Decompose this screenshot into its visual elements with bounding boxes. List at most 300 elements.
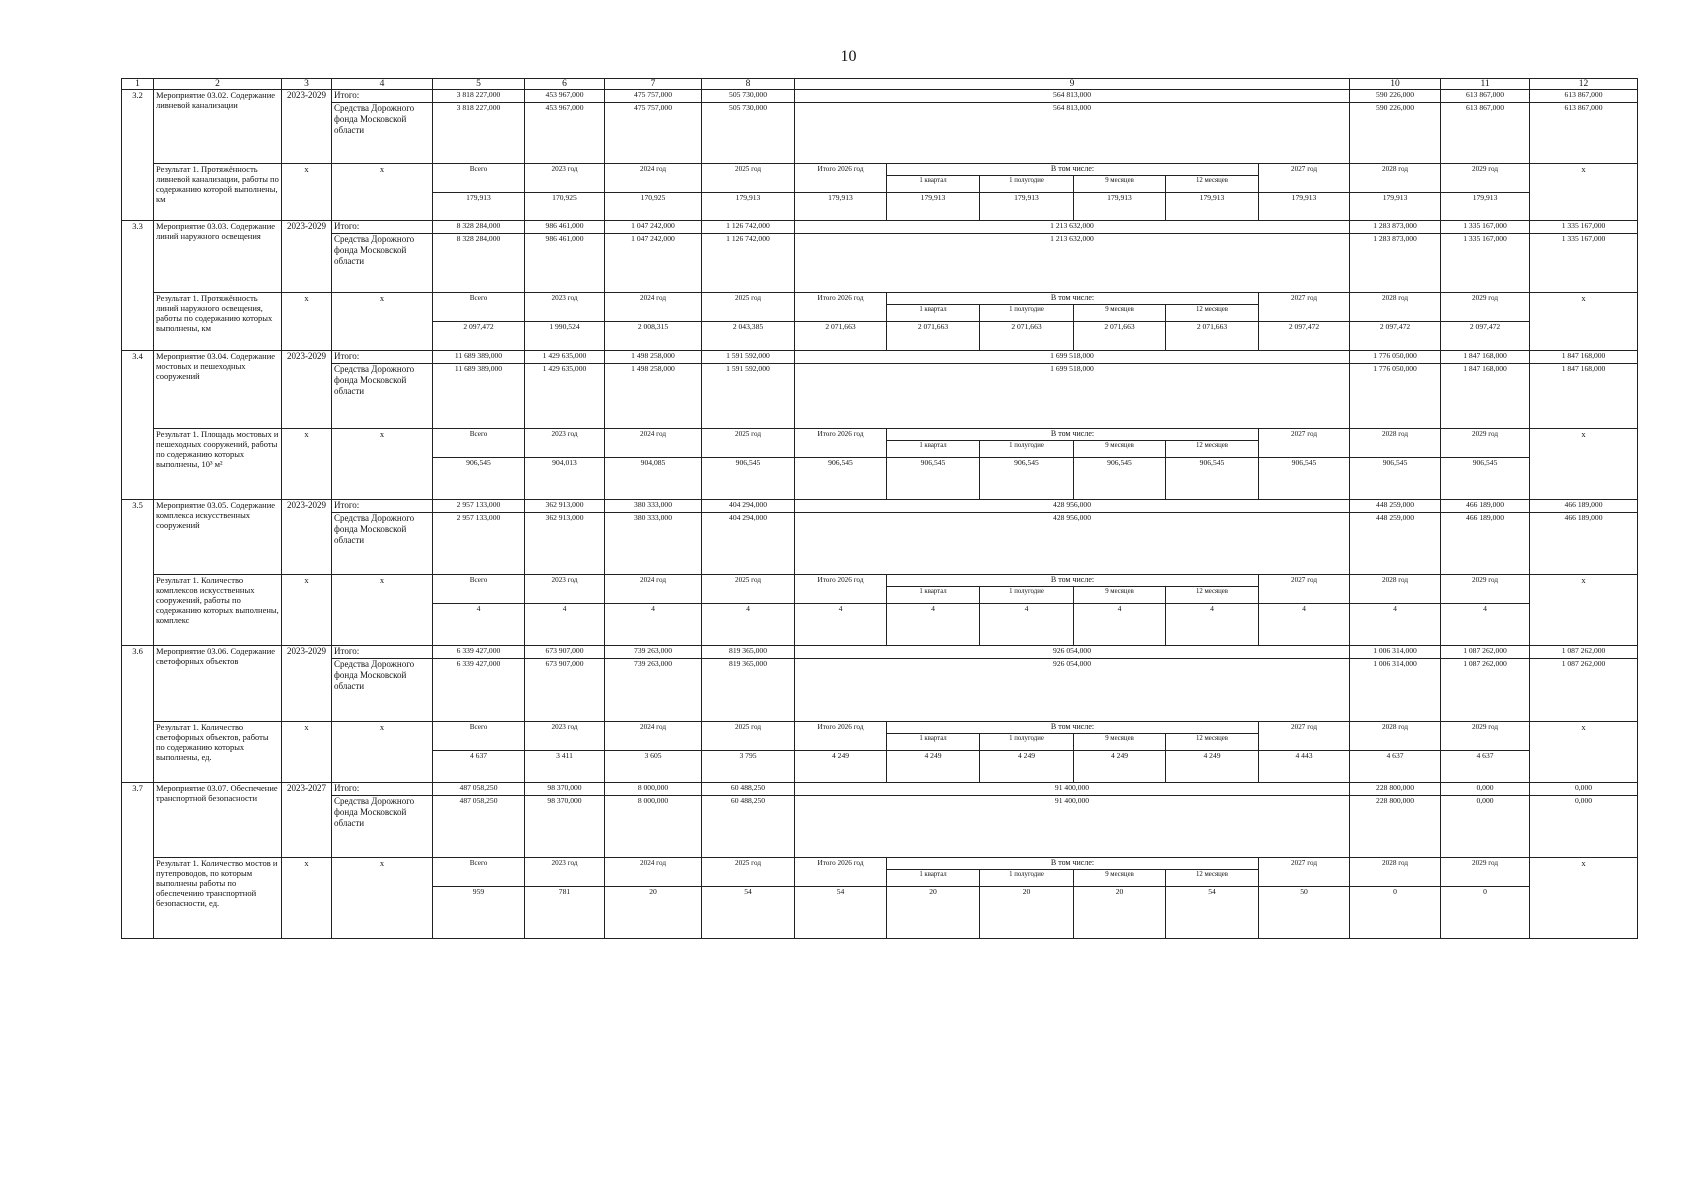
result-quarter-head: 12 месяцев [1166,734,1259,751]
result-value: 2 097,472 [1350,322,1441,351]
fund-amount: 1 847 168,000 [1530,364,1638,429]
activity-period: 2023-2029 [282,500,332,575]
fund-amount: 1 591 592,000 [702,364,795,429]
activity-title: Мероприятие 03.03. Содержание линий наружного освещения [154,221,282,293]
total-amount-2026: 926 054,000 [795,646,1350,659]
result-column-head: Всего [433,858,525,887]
finance-fund-row [122,103,1638,164]
activity-period: 2023-2029 [282,90,332,164]
result-org-x: x [1530,858,1638,939]
total-amount: 613 867,000 [1530,90,1638,103]
result-x-mark: x [332,575,433,646]
fund-amount: 0,000 [1441,796,1530,858]
result-column-head: Итого 2026 год [795,293,887,322]
total-label: Итого: [332,783,433,796]
result-quarter-head: 1 полугодие [980,734,1074,751]
column-number: 11 [1441,79,1530,90]
total-amount: 505 730,000 [702,90,795,103]
result-value: 904,085 [605,458,702,500]
result-value: 906,545 [702,458,795,500]
fund-amount: 739 263,000 [605,659,702,722]
total-amount: 1 087 262,000 [1441,646,1530,659]
fund-amount: 8 000,000 [605,796,702,858]
fund-amount: 1 087 262,000 [1530,659,1638,722]
total-amount: 2 957 133,000 [433,500,525,513]
result-column-head: 2028 год [1350,293,1441,322]
result-value: 4 [1074,604,1166,646]
total-label: Итого: [332,90,433,103]
column-number: 10 [1350,79,1441,90]
result-quarter-head: 1 квартал [887,305,980,322]
result-value: 0 [1441,887,1530,939]
total-amount: 60 488,250 [702,783,795,796]
result-x-mark: x [282,722,332,783]
result-column-head: 2023 год [525,429,605,458]
result-value: 2 071,663 [795,322,887,351]
result-value: 20 [1074,887,1166,939]
result-value: 179,913 [433,193,525,221]
result-quarter-head: 9 месяцев [1074,870,1166,887]
result-x-mark: x [282,293,332,351]
result-value: 179,913 [795,193,887,221]
total-amount: 6 339 427,000 [433,646,525,659]
result-column-head: 2028 год [1350,575,1441,604]
total-label: Итого: [332,646,433,659]
total-amount: 739 263,000 [605,646,702,659]
activity-title: Мероприятие 03.07. Обеспечение транспортной безопасности [154,783,282,858]
result-value: 4 [1166,604,1259,646]
result-column-head: 2025 год [702,722,795,751]
total-amount: 1 283 873,000 [1350,221,1441,234]
total-amount: 228 800,000 [1350,783,1441,796]
result-value: 3 605 [605,751,702,783]
result-value: 4 249 [1074,751,1166,783]
result-column-head: 2023 год [525,575,605,604]
result-value: 4 [433,604,525,646]
column-number: 9 [795,79,1350,90]
total-amount: 448 259,000 [1350,500,1441,513]
total-label: Итого: [332,500,433,513]
result-quarter-head: 1 квартал [887,870,980,887]
fund-amount: 1 429 635,000 [525,364,605,429]
result-header-row [122,858,1638,870]
result-value: 906,545 [1441,458,1530,500]
result-value: 54 [1166,887,1259,939]
column-number: 2 [154,79,282,90]
total-amount: 986 461,000 [525,221,605,234]
fund-amount-2026: 926 054,000 [795,659,1350,722]
total-label: Итого: [332,351,433,364]
result-quarter-head: 12 месяцев [1166,587,1259,604]
result-value: 170,925 [525,193,605,221]
activity-period: 2023-2029 [282,221,332,293]
total-amount-2026: 1 699 518,000 [795,351,1350,364]
column-number: 1 [122,79,154,90]
result-column-head: 2027 год [1259,858,1350,887]
total-amount: 1 776 050,000 [1350,351,1441,364]
result-x-mark: x [282,575,332,646]
fund-label: Средства Дорожного фонда Московской области [332,234,433,293]
result-quarter-head: 9 месяцев [1074,587,1166,604]
finance-fund-row [122,364,1638,429]
total-amount: 1 087 262,000 [1530,646,1638,659]
result-value: 179,913 [1350,193,1441,221]
result-column-head: 2025 год [702,293,795,322]
result-column-head: 2024 год [605,429,702,458]
fund-amount-2026: 428 956,000 [795,513,1350,575]
result-quarter-head: 1 квартал [887,734,980,751]
result-value: 3 795 [702,751,795,783]
finance-total-row [122,646,1638,659]
result-org-x: x [1530,575,1638,646]
result-label: Результат 1. Количество комплексов искусственных сооружений, работы по содержанию которых выполнены, комплекс [154,575,282,646]
result-column-head: 2028 год [1350,164,1441,193]
total-amount: 0,000 [1441,783,1530,796]
fund-amount: 98 370,000 [525,796,605,858]
result-value: 906,545 [1259,458,1350,500]
result-column-head: Итого 2026 год [795,575,887,604]
column-number: 8 [702,79,795,90]
total-amount: 8 328 284,000 [433,221,525,234]
finance-total-row [122,351,1638,364]
result-subtotal-head: В том числе: [887,293,1259,305]
total-amount: 819 365,000 [702,646,795,659]
result-column-head: 2024 год [605,293,702,322]
result-value: 2 043,385 [702,322,795,351]
result-value: 179,913 [1074,193,1166,221]
fund-label: Средства Дорожного фонда Московской области [332,796,433,858]
total-amount: 1 126 742,000 [702,221,795,234]
result-value: 179,913 [702,193,795,221]
result-subtotal-head: В том числе: [887,429,1259,441]
fund-amount: 590 226,000 [1350,103,1441,164]
fund-amount: 2 957 133,000 [433,513,525,575]
total-amount: 0,000 [1530,783,1638,796]
result-value: 0 [1350,887,1441,939]
result-quarter-head: 9 месяцев [1074,305,1166,322]
program-table [121,78,1638,939]
result-value: 4 [1441,604,1530,646]
result-column-head: 2029 год [1441,293,1530,322]
finance-total-row [122,783,1638,796]
result-quarter-head: 9 месяцев [1074,734,1166,751]
result-column-head: 2024 год [605,722,702,751]
result-column-head: 2025 год [702,164,795,193]
result-org-x: x [1530,722,1638,783]
result-value: 179,913 [1259,193,1350,221]
result-quarter-head: 9 месяцев [1074,441,1166,458]
result-header-row [122,164,1638,176]
total-amount: 8 000,000 [605,783,702,796]
finance-total-row [122,90,1638,103]
fund-label: Средства Дорожного фонда Московской области [332,103,433,164]
result-subtotal-head: В том числе: [887,858,1259,870]
fund-amount: 466 189,000 [1530,513,1638,575]
fund-amount: 986 461,000 [525,234,605,293]
result-value: 4 637 [1441,751,1530,783]
item-number: 3.6 [122,646,154,783]
result-column-head: 2028 год [1350,429,1441,458]
fund-label: Средства Дорожного фонда Московской области [332,513,433,575]
total-amount: 404 294,000 [702,500,795,513]
total-amount: 1 847 168,000 [1441,351,1530,364]
activity-period: 2023-2029 [282,646,332,722]
column-number-row [122,79,1638,90]
activity-title: Мероприятие 03.04. Содержание мостовых и пешеходных сооружений [154,351,282,429]
total-amount: 453 967,000 [525,90,605,103]
fund-amount: 1 283 873,000 [1350,234,1441,293]
result-value: 4 [702,604,795,646]
finance-total-row [122,221,1638,234]
fund-amount-2026: 91 400,000 [795,796,1350,858]
fund-amount: 1 847 168,000 [1441,364,1530,429]
result-value: 4 249 [887,751,980,783]
total-amount-2026: 564 813,000 [795,90,1350,103]
total-amount-2026: 428 956,000 [795,500,1350,513]
result-value: 170,925 [605,193,702,221]
result-value: 2 071,663 [1074,322,1166,351]
fund-amount: 404 294,000 [702,513,795,575]
total-amount: 673 907,000 [525,646,605,659]
column-number: 3 [282,79,332,90]
result-column-head: 2023 год [525,722,605,751]
result-x-mark: x [332,858,433,939]
fund-amount: 3 818 227,000 [433,103,525,164]
result-quarter-head: 1 полугодие [980,587,1074,604]
result-column-head: 2029 год [1441,429,1530,458]
result-column-head: 2027 год [1259,164,1350,193]
result-value: 1 990,524 [525,322,605,351]
result-column-head: Всего [433,429,525,458]
activity-title: Мероприятие 03.02. Содержание ливневой канализации [154,90,282,164]
fund-amount: 1 335 167,000 [1441,234,1530,293]
result-x-mark: x [282,429,332,500]
result-subtotal-head: В том числе: [887,722,1259,734]
fund-amount: 1 335 167,000 [1530,234,1638,293]
fund-label: Средства Дорожного фонда Московской области [332,659,433,722]
result-header-row [122,722,1638,734]
result-column-head: 2029 год [1441,858,1530,887]
total-amount: 1 335 167,000 [1441,221,1530,234]
result-value: 2 071,663 [980,322,1074,351]
result-column-head: 2028 год [1350,722,1441,751]
result-header-row [122,293,1638,305]
fund-amount-2026: 564 813,000 [795,103,1350,164]
result-value: 50 [1259,887,1350,939]
result-label: Результат 1. Площадь мостовых и пешеходных сооружений, работы по содержанию которых выполнены, 10³ м² [154,429,282,500]
result-quarter-head: 9 месяцев [1074,176,1166,193]
result-column-head: 2025 год [702,429,795,458]
result-value: 4 [1350,604,1441,646]
activity-title: Мероприятие 03.06. Содержание светофорных объектов [154,646,282,722]
total-amount: 475 757,000 [605,90,702,103]
result-column-head: Итого 2026 год [795,858,887,887]
result-header-row [122,429,1638,441]
result-value: 906,545 [1166,458,1259,500]
result-label: Результат 1. Количество мостов и путепроводов, по которым выполнены работы по обеспечению транспортной безопасности, ед. [154,858,282,939]
fund-amount: 1 087 262,000 [1441,659,1530,722]
result-column-head: Всего [433,722,525,751]
result-column-head: 2028 год [1350,858,1441,887]
result-column-head: 2027 год [1259,429,1350,458]
result-column-head: 2024 год [605,575,702,604]
result-x-mark: x [332,722,433,783]
result-quarter-head: 1 квартал [887,587,980,604]
result-value: 4 [1259,604,1350,646]
result-value: 179,913 [1441,193,1530,221]
result-value: 906,545 [1350,458,1441,500]
result-quarter-head: 1 полугодие [980,441,1074,458]
result-quarter-head: 12 месяцев [1166,441,1259,458]
result-value: 4 249 [1166,751,1259,783]
result-column-head: 2029 год [1441,575,1530,604]
result-column-head: 2023 год [525,858,605,887]
result-column-head: 2024 год [605,858,702,887]
result-quarter-head: 1 квартал [887,441,980,458]
result-column-head: 2023 год [525,164,605,193]
fund-amount: 362 913,000 [525,513,605,575]
item-number: 3.2 [122,90,154,221]
result-quarter-head: 12 месяцев [1166,305,1259,322]
result-column-head: 2027 год [1259,293,1350,322]
fund-amount: 1 126 742,000 [702,234,795,293]
result-column-head: 2027 год [1259,575,1350,604]
finance-fund-row [122,513,1638,575]
total-amount: 1 047 242,000 [605,221,702,234]
total-label: Итого: [332,221,433,234]
result-value: 4 [605,604,702,646]
total-amount: 613 867,000 [1441,90,1530,103]
result-column-head: Всего [433,164,525,193]
fund-amount: 673 907,000 [525,659,605,722]
result-value: 179,913 [980,193,1074,221]
result-value: 2 097,472 [1259,322,1350,351]
result-quarter-head: 12 месяцев [1166,870,1259,887]
result-label: Результат 1. Количество светофорных объектов, работы по содержанию которых выполнены, ед. [154,722,282,783]
total-amount: 98 370,000 [525,783,605,796]
result-value: 4 249 [795,751,887,783]
result-quarter-head: 1 полугодие [980,176,1074,193]
finance-fund-row [122,659,1638,722]
item-number: 3.3 [122,221,154,351]
result-column-head: Всего [433,293,525,322]
total-amount: 1 498 258,000 [605,351,702,364]
total-amount: 466 189,000 [1441,500,1530,513]
fund-amount: 6 339 427,000 [433,659,525,722]
result-x-mark: x [332,293,433,351]
activity-period: 2023-2027 [282,783,332,858]
fund-amount: 8 328 284,000 [433,234,525,293]
page-number: 10 [840,48,857,65]
result-column-head: 2029 год [1441,722,1530,751]
column-number: 12 [1530,79,1638,90]
result-org-x: x [1530,429,1638,500]
result-value: 904,013 [525,458,605,500]
result-value: 4 637 [1350,751,1441,783]
result-value: 20 [605,887,702,939]
total-amount: 1 847 168,000 [1530,351,1638,364]
fund-amount: 0,000 [1530,796,1638,858]
result-column-head: 2025 год [702,575,795,604]
fund-amount: 1 776 050,000 [1350,364,1441,429]
result-quarter-head: 1 квартал [887,176,980,193]
result-value: 179,913 [887,193,980,221]
result-column-head: Итого 2026 год [795,429,887,458]
column-number: 7 [605,79,702,90]
result-column-head: Итого 2026 год [795,722,887,751]
result-x-mark: x [332,164,433,221]
fund-amount: 819 365,000 [702,659,795,722]
result-org-x: x [1530,293,1638,351]
result-column-head: 2024 год [605,164,702,193]
total-amount-2026: 91 400,000 [795,783,1350,796]
fund-amount: 1 047 242,000 [605,234,702,293]
result-label: Результат 1. Протяжённость линий наружного освещения, работы по содержанию которых выполнены, км [154,293,282,351]
total-amount: 1 591 592,000 [702,351,795,364]
fund-amount: 505 730,000 [702,103,795,164]
result-value: 906,545 [433,458,525,500]
activity-period: 2023-2029 [282,351,332,429]
result-value: 20 [980,887,1074,939]
total-amount: 487 058,250 [433,783,525,796]
finance-total-row [122,500,1638,513]
fund-label: Средства Дорожного фонда Московской области [332,364,433,429]
item-number: 3.7 [122,783,154,939]
result-value: 2 071,663 [1166,322,1259,351]
result-column-head: 2023 год [525,293,605,322]
column-number: 6 [525,79,605,90]
total-amount: 1 429 635,000 [525,351,605,364]
total-amount: 1 006 314,000 [1350,646,1441,659]
fund-amount-2026: 1 213 632,000 [795,234,1350,293]
result-column-head: 2029 год [1441,164,1530,193]
result-subtotal-head: В том числе: [887,164,1259,176]
result-value: 906,545 [980,458,1074,500]
program-table-sheet [121,78,1637,939]
fund-amount: 1 498 258,000 [605,364,702,429]
result-value: 2 071,663 [887,322,980,351]
total-amount: 3 818 227,000 [433,90,525,103]
fund-amount: 453 967,000 [525,103,605,164]
fund-amount: 228 800,000 [1350,796,1441,858]
total-amount: 466 189,000 [1530,500,1638,513]
fund-amount: 11 689 389,000 [433,364,525,429]
fund-amount: 613 867,000 [1530,103,1638,164]
result-column-head: 2027 год [1259,722,1350,751]
fund-amount: 60 488,250 [702,796,795,858]
result-org-x: x [1530,164,1638,221]
result-quarter-head: 12 месяцев [1166,176,1259,193]
result-value: 2 008,315 [605,322,702,351]
result-header-row [122,575,1638,587]
result-value: 959 [433,887,525,939]
finance-fund-row [122,796,1638,858]
result-value: 781 [525,887,605,939]
column-number: 4 [332,79,433,90]
fund-amount: 487 058,250 [433,796,525,858]
result-value: 4 637 [433,751,525,783]
fund-amount: 466 189,000 [1441,513,1530,575]
result-value: 2 097,472 [433,322,525,351]
result-quarter-head: 1 полугодие [980,305,1074,322]
finance-fund-row [122,234,1638,293]
column-number: 5 [433,79,525,90]
total-amount-2026: 1 213 632,000 [795,221,1350,234]
result-label: Результат 1. Протяжённость ливневой канализации, работы по содержанию которой выполнены, км [154,164,282,221]
result-subtotal-head: В том числе: [887,575,1259,587]
result-value: 2 097,472 [1441,322,1530,351]
fund-amount: 475 757,000 [605,103,702,164]
